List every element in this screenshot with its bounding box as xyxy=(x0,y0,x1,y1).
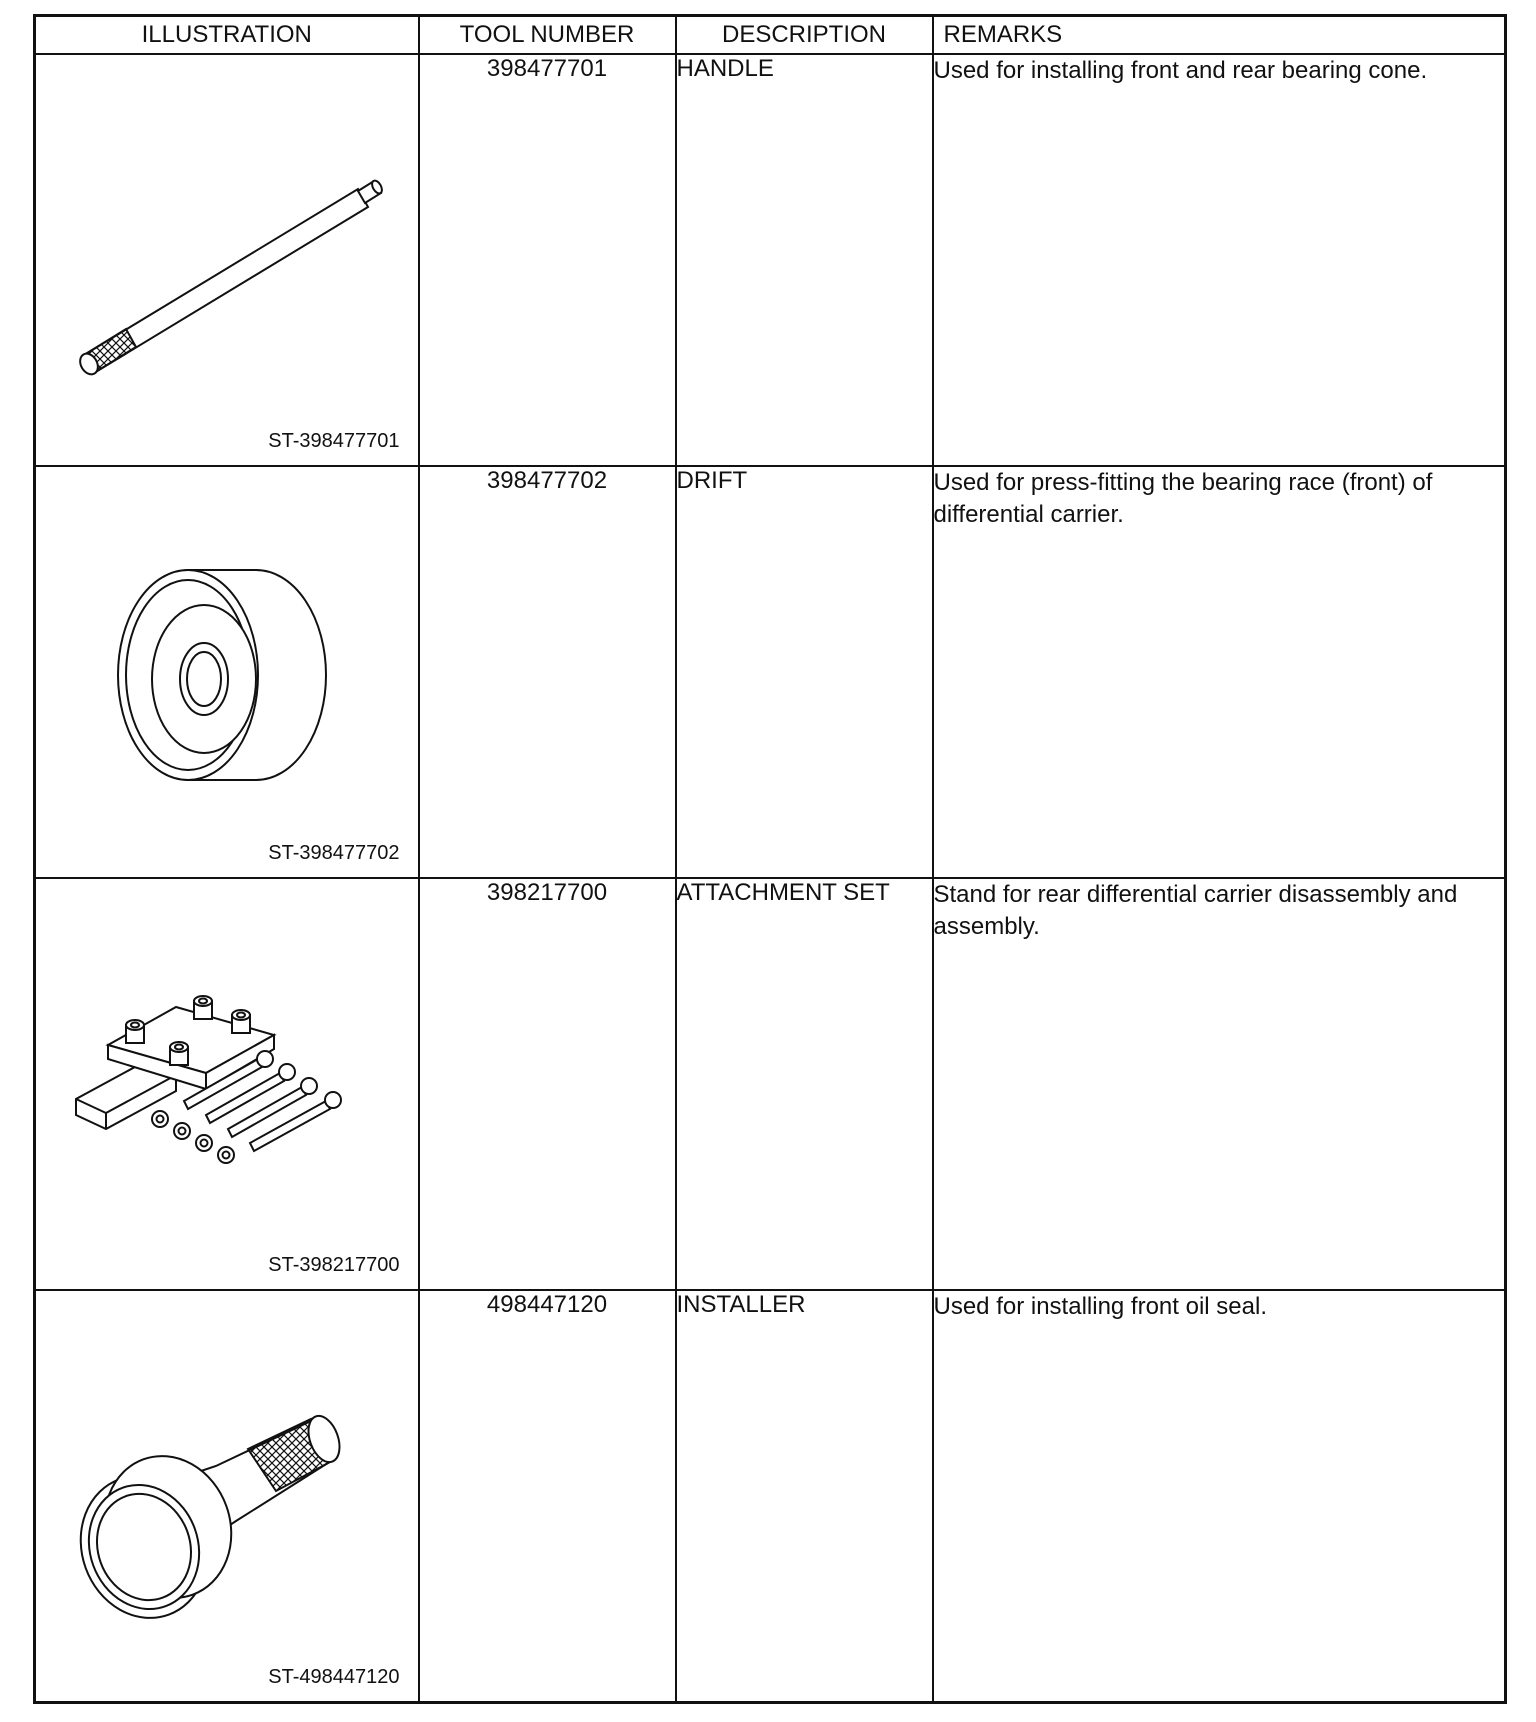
tool-number: 398477701 xyxy=(419,54,676,466)
tool-number: 398217700 xyxy=(419,878,676,1290)
tool-description: ATTACHMENT SET xyxy=(676,878,933,1290)
table-row xyxy=(35,54,1506,466)
table-row xyxy=(35,1290,1506,1702)
tool-remarks: Used for installing front oil seal. xyxy=(933,1290,1506,1702)
illustration-cell xyxy=(35,54,419,466)
special-tools-table xyxy=(33,14,1507,1704)
header-description: DESCRIPTION xyxy=(676,16,933,55)
header-illustration: ILLUSTRATION xyxy=(35,16,419,55)
table-row xyxy=(35,878,1506,1290)
tool-description: INSTALLER xyxy=(676,1290,933,1702)
header-remarks: REMARKS xyxy=(933,16,1506,55)
tool-description: DRIFT xyxy=(676,466,933,878)
header-tool-number: TOOL NUMBER xyxy=(419,16,676,55)
tool-remarks: Used for installing front and rear bearing cone. xyxy=(933,54,1506,466)
tool-description: HANDLE xyxy=(676,54,933,466)
tool-number: 498447120 xyxy=(419,1290,676,1702)
installer-icon xyxy=(36,1291,420,1703)
illustration-code: ST-498447120 xyxy=(268,1665,400,1688)
table-row xyxy=(35,466,1506,878)
illustration-cell xyxy=(35,878,419,1290)
attachment-set-icon xyxy=(36,879,420,1291)
tool-remarks: Stand for rear differential carrier disassembly and assembly. xyxy=(933,878,1506,1290)
illustration-cell xyxy=(35,466,419,878)
drift-icon xyxy=(36,467,420,879)
illustration-code: ST-398477701 xyxy=(268,430,400,452)
illustration-code: ST-398217700 xyxy=(268,1254,400,1276)
illustration-cell xyxy=(35,1290,419,1702)
tool-remarks: Used for press-fitting the bearing race (front) of differential carrier. xyxy=(933,466,1506,878)
illustration-code: ST-398477702 xyxy=(268,842,400,864)
tool-number: 398477702 xyxy=(419,466,676,878)
header-row xyxy=(35,16,1506,55)
handle-icon xyxy=(36,55,420,467)
